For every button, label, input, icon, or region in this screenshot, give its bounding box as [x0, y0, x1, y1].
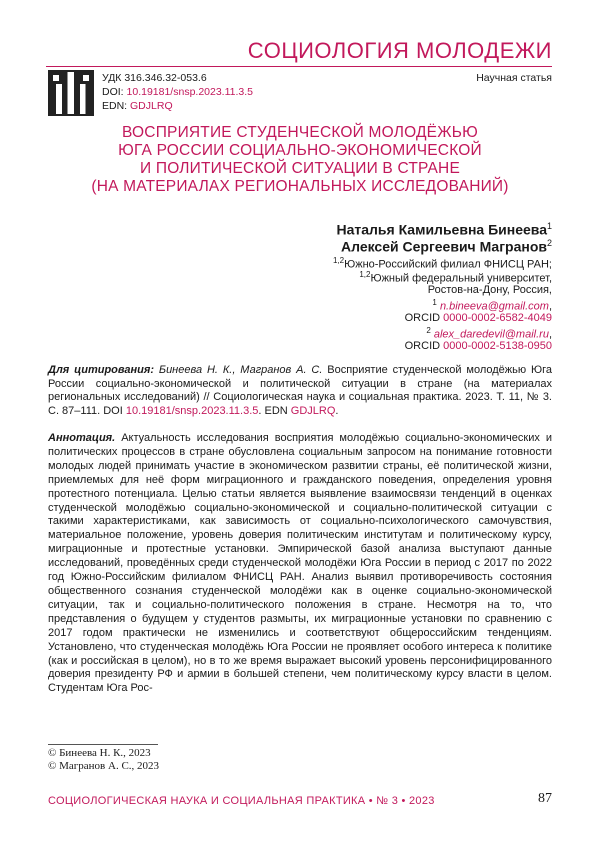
abstract-lead: Аннотация.	[48, 432, 116, 444]
author-name	[336, 221, 552, 238]
affiliation-2	[359, 270, 552, 285]
orcid-2	[405, 340, 552, 352]
author-name	[341, 238, 552, 255]
edn-line	[102, 100, 173, 113]
citation-block	[48, 364, 552, 418]
title-line: (НА МАТЕРИАЛАХ РЕГИОНАЛЬНЫХ ИССЛЕДОВАНИЙ)	[91, 178, 509, 195]
doi-link[interactable]: 10.19181/snsp.2023.11.3.5	[126, 86, 254, 98]
citation-edn-link[interactable]: GDJLRQ	[290, 404, 336, 417]
footer-journal: СОЦИОЛОГИЧЕСКАЯ НАУКА И СОЦИАЛЬНАЯ ПРАКТИКА • № 3 • 2023	[48, 795, 435, 807]
author-name-text: Алексей Сергеевич Магранов	[341, 238, 547, 255]
orcid-1	[405, 312, 552, 324]
aff-sup: 1,2	[359, 270, 371, 279]
author-sup: 1	[546, 221, 552, 231]
citation-lead: Для цитирования:	[48, 364, 155, 376]
citation-authors: Бинеева Н. К., Магранов А. С.	[158, 364, 323, 376]
copyright-line: © Магранов А. С., 2023	[48, 760, 160, 772]
orcid-link[interactable]: 0000-0002-6582-4049	[443, 312, 552, 324]
title-line: И ПОЛИТИЧЕСКОЙ СИТУАЦИИ В СТРАНЕ	[140, 160, 460, 177]
citation-edn-label: . EDN	[258, 404, 291, 417]
qr-code-icon	[50, 72, 92, 114]
title-line: ЮГА РОССИИ СОЦИАЛЬНО-ЭКОНОМИЧЕСКОЙ	[118, 142, 482, 159]
author-email-2: $^2$ alex_daredevil@mail.ru,	[426, 326, 552, 341]
aff-text: Южно-Российский филиал ФНИСЦ РАН;	[344, 258, 552, 271]
udk-code: УДК 316.346.32-053.6	[102, 72, 207, 84]
article-type: Научная статья	[476, 72, 552, 84]
citation-end: .	[335, 404, 339, 417]
affiliation-city: Ростов-на-Дону, Россия,	[427, 284, 552, 296]
orcid-label: ORCID	[404, 312, 444, 324]
header-rule	[46, 66, 552, 67]
title-line: ВОСПРИЯТИЕ СТУДЕНЧЕСКОЙ МОЛОДЁЖЬЮ	[122, 124, 478, 141]
copyright-line: © Бинеева Н. К., 2023	[48, 747, 151, 759]
citation-text: Восприятие студенческой молодёжью Юга России социально-экономической и политической ситуации в стране (на материалах региональных исследований) // Социологическая наука и социальная практика. 2023. Т. 11, № 3. С. 87–111. DOI	[48, 364, 552, 417]
email-sup: 2	[426, 326, 431, 335]
footnote-rule	[48, 744, 158, 745]
email-sup: 1	[432, 298, 437, 307]
section-title: СОЦИОЛОГИЯ МОЛОДЕЖИ	[247, 38, 552, 63]
citation-doi-link[interactable]: 10.19181/snsp.2023.11.3.5	[125, 404, 259, 417]
email-link[interactable]: alex_daredevil@mail.ru	[433, 328, 549, 341]
edn-label: EDN:	[102, 100, 131, 112]
orcid-label: ORCID	[404, 340, 444, 352]
author-name-text: Наталья Камильевна Бинеева	[336, 221, 547, 238]
email-link[interactable]: n.bineeva@gmail.com	[439, 300, 549, 313]
orcid-link[interactable]: 0000-0002-5138-0950	[443, 340, 552, 352]
article-title	[60, 124, 540, 196]
doi-line	[102, 86, 253, 99]
author-email-1: $^1$ n.bineeva@gmail.com,	[432, 298, 552, 313]
aff-text: Южный федеральный университет,	[370, 272, 552, 285]
edn-link[interactable]: GDJLRQ	[130, 100, 173, 112]
author-sup: 2	[546, 238, 552, 248]
page-number: 87	[538, 791, 552, 806]
abstract-text: Актуальность исследования восприятия молодёжью социально-экономических и политических процессов в стране обусловлена социальным запросом на понимание готовности молодых людей принимать участие в экономическом развитии страны, её политической жизни, приемлемых для неё форм миграционного и гражданского поведения, определения уровня протестного потенциала. Целью статьи является выявление взаимосвязи тенденций в оценках студенческой молодёжью социально-экономической и социально-политической ситуации с такими характеристиками, как зависимость от социально-психологического самочувствия, материальное положение, уровень доверия политическим институтам и политическому курсу, миграционные и протестные установки. Эмпирической базой анализа выступают данные исследований, проведённых среди студенческой молодёжи Юга России в период с 2017 по 2022 год Южно-Российским филиалом ФНИСЦ РАН. Анализ выявил противоречивость состояния общественного сознания студенческой молодёжи как в оценке социально-экономической ситуации, так и социально-политического положения в стране. Несмотря на то, что представления о будущем у студентов размыты, их миграционные установки по сравнению с 2017 годом практически не изменились и соответствуют общероссийским тенденциям. Установлено, что студенческая молодёжь Юга России не проявляет особого интереса к политике (как и российская в целом), но в то же время выражает высокий уровень персонифицированного доверия президенту РФ и армии в большей степени, чем политическому курсу власти в целом. Студентам Юга Рос-	[48, 432, 552, 695]
doi-label: DOI:	[102, 86, 127, 98]
aff-sup: 1,2	[332, 256, 345, 265]
affiliation-1	[333, 256, 552, 271]
abstract-block	[48, 432, 552, 696]
